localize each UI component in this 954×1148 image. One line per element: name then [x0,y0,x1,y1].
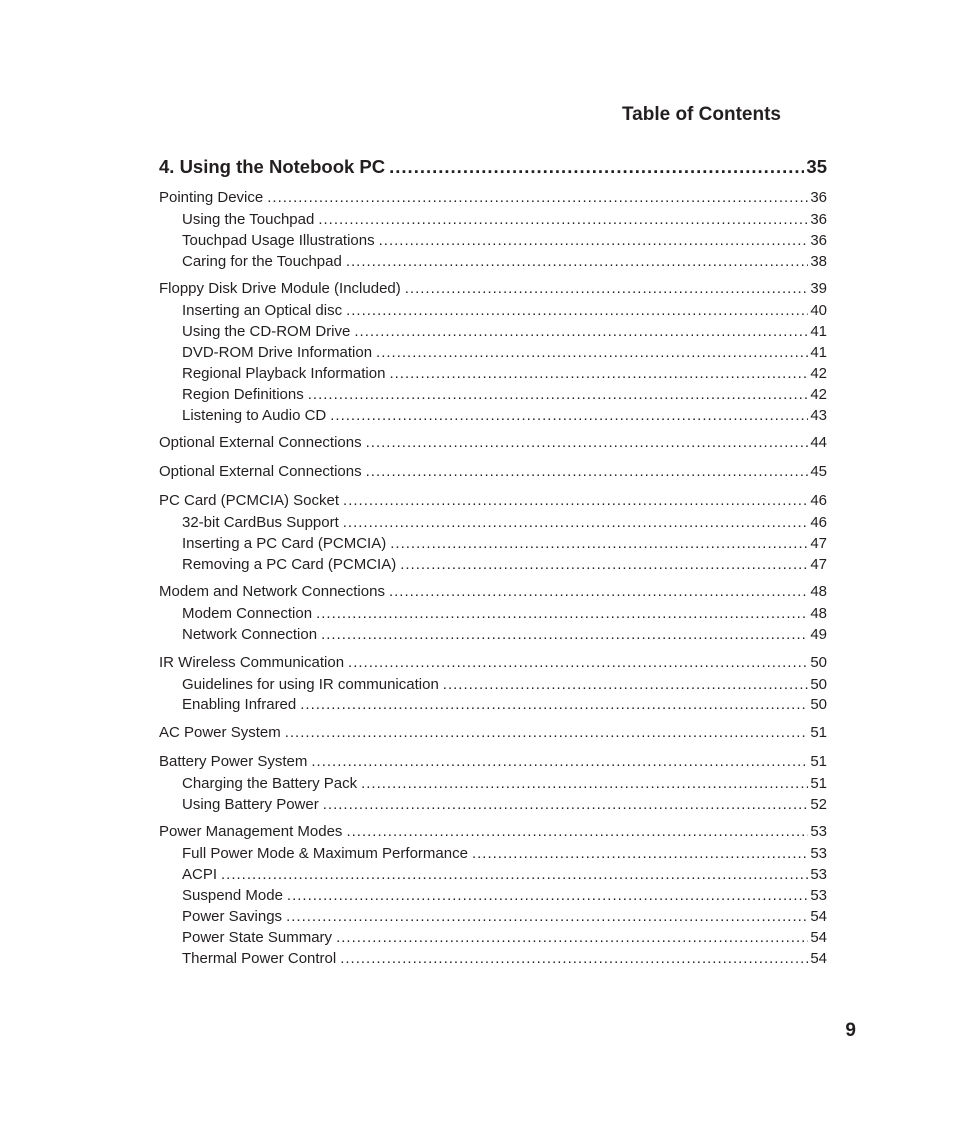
dot-leader [336,929,808,947]
dot-leader [346,302,808,320]
dot-leader [343,514,809,532]
toc-entry-label: Region Definitions [182,386,304,403]
toc-chapter-entry[interactable] [159,156,827,178]
toc-entry-page: 42 [810,386,827,403]
toc-subentry[interactable] [182,696,827,714]
toc-entry-page: 36 [810,211,827,228]
toc-entry-label: Inserting a PC Card (PCMCIA) [182,535,387,552]
toc-entry-page: 42 [810,365,827,382]
dot-leader [346,253,808,271]
dot-leader [286,908,808,926]
dot-leader [311,753,808,771]
toc-entry-label: Power Management Modes [159,823,343,840]
toc-entry-label: Modem Connection [182,605,313,622]
dot-leader [390,535,808,553]
toc-entry-page: 40 [810,302,827,319]
toc-subentry[interactable] [182,535,827,553]
dot-leader [300,696,808,714]
dot-leader [287,887,808,905]
toc-entry[interactable] [159,654,827,672]
toc-subentry[interactable] [182,232,827,250]
toc-subentry[interactable] [182,605,827,623]
toc-entry-page: 36 [810,189,827,206]
toc-subentry[interactable] [182,908,827,926]
toc-entry-page: 50 [810,696,827,713]
toc-entry[interactable] [159,280,827,298]
toc-entry-page: 53 [810,845,827,862]
toc-entry[interactable] [159,823,827,841]
toc-entry-label: Using the CD-ROM Drive [182,323,351,340]
dot-leader [221,866,808,884]
toc-entry-label: AC Power System [159,724,281,741]
toc-entry-label: Optional External Connections [159,463,362,480]
toc-entry-label: DVD-ROM Drive Information [182,344,373,361]
toc-entry-label: Power Savings [182,908,283,925]
toc-subentry[interactable] [182,365,827,383]
dot-leader [366,463,809,481]
toc-subentry[interactable] [182,344,827,362]
toc-entry-page: 39 [810,280,827,297]
toc-entry-label: Regional Playback Information [182,365,386,382]
toc-entry-label: Battery Power System [159,753,308,770]
toc-subentry[interactable] [182,950,827,968]
toc-entry-label: Pointing Device [159,189,264,206]
dot-leader [472,845,808,863]
toc-subentry[interactable] [182,796,827,814]
toc-entry-page: 41 [810,344,827,361]
toc-entry-label: 4. Using the Notebook PC [159,156,386,177]
toc-entry-label: Caring for the Touchpad [182,253,342,270]
toc-subentry[interactable] [182,626,827,644]
dot-leader [379,232,809,250]
toc-entry-page: 43 [810,407,827,424]
toc-entry[interactable] [159,463,827,481]
toc-entry-label: Using the Touchpad [182,211,315,228]
toc-entry-label: Floppy Disk Drive Module (Included) [159,280,401,297]
toc-entry-label: Full Power Mode & Maximum Performance [182,845,468,862]
toc-entry-page: 51 [810,724,827,741]
toc-entry-page: 35 [806,156,827,177]
toc-entry-page: 41 [810,323,827,340]
toc-entry-page: 51 [810,775,827,792]
toc-entry-label: Using Battery Power [182,796,319,813]
dot-leader [318,211,808,229]
toc-entry-page: 45 [810,463,827,480]
dot-leader [354,323,808,341]
page-title: Table of Contents [621,104,781,125]
toc-entry-label: Removing a PC Card (PCMCIA) [182,556,397,573]
toc-subentry[interactable] [182,845,827,863]
dot-leader [316,605,808,623]
toc-entry-page: 36 [810,232,827,249]
toc-entry-page: 53 [810,866,827,883]
toc-entry-label: Inserting an Optical disc [182,302,343,319]
toc-entry-page: 49 [810,626,827,643]
dot-leader [400,556,808,574]
toc-entry-page: 54 [810,908,827,925]
toc-entry-label: Touchpad Usage Illustrations [182,232,375,249]
dot-leader [330,407,808,425]
toc-subentry[interactable] [182,866,827,884]
dot-leader [340,950,808,968]
toc-subentry[interactable] [182,323,827,341]
toc-entry-page: 50 [810,654,827,671]
dot-leader [343,492,808,510]
toc-entry-label: Suspend Mode [182,887,283,904]
toc-entry-label: Charging the Battery Pack [182,775,358,792]
toc-entry-page: 47 [810,556,827,573]
toc-entry-label: ACPI [182,866,218,883]
toc-entry-label: Listening to Audio CD [182,407,327,424]
toc-subentry[interactable] [182,514,827,532]
toc-entry-page: 46 [810,514,827,531]
dot-leader [267,189,808,207]
toc-subentry[interactable] [182,407,827,425]
toc-entry-label: Guidelines for using IR communication [182,676,439,693]
toc-entry[interactable] [159,753,827,771]
toc-entry-page: 47 [810,535,827,552]
toc-entry-page: 38 [810,253,827,270]
toc-entry-label: Network Connection [182,626,318,643]
toc-subentry[interactable] [182,386,827,404]
dot-leader [389,156,804,178]
dot-leader [346,823,808,841]
toc-subentry[interactable] [182,676,827,694]
dot-leader [285,724,809,742]
toc-subentry[interactable] [182,929,827,947]
toc-entry-label: Optional External Connections [159,434,362,451]
toc-entry-page: 46 [810,492,827,509]
toc-entry-label: Thermal Power Control [182,950,337,967]
toc-entry-page: 54 [810,929,827,946]
dot-leader [323,796,809,814]
dot-leader [405,280,809,298]
toc-subentry[interactable] [182,302,827,320]
dot-leader [366,434,809,452]
toc-entry-page: 50 [810,676,827,693]
toc-subentry[interactable] [182,556,827,574]
toc-entry[interactable] [159,583,827,601]
toc-entry-page: 44 [810,434,827,451]
toc-entry-page: 53 [810,887,827,904]
page-number: 9 [845,1020,856,1041]
dot-leader [443,676,809,694]
toc-entry[interactable] [159,189,827,207]
toc-entry-label: Power State Summary [182,929,333,946]
dot-leader [361,775,808,793]
toc-subentry[interactable] [182,253,827,271]
dot-leader [321,626,808,644]
toc-entry-page: 48 [810,605,827,622]
toc-entry-page: 52 [810,796,827,813]
toc-entry-page: 54 [810,950,827,967]
toc-entry-label: Enabling Infrared [182,696,297,713]
dot-leader [376,344,808,362]
toc-entry[interactable] [159,724,827,742]
dot-leader [308,386,809,404]
dot-leader [348,654,808,672]
toc-entry-label: PC Card (PCMCIA) Socket [159,492,340,509]
toc-entry-page: 53 [810,823,827,840]
toc-subentry[interactable] [182,211,827,229]
toc-subentry[interactable] [182,775,827,793]
toc-entry[interactable] [159,434,827,452]
toc-entry[interactable] [159,492,827,510]
toc-entry-page: 48 [810,583,827,600]
dot-leader [389,365,808,383]
dot-leader [389,583,808,601]
toc-entry-page: 51 [810,753,827,770]
toc-entry-label: IR Wireless Communication [159,654,345,671]
toc-entry-label: Modem and Network Connections [159,583,385,600]
toc-subentry[interactable] [182,887,827,905]
toc-entry-label: 32-bit CardBus Support [182,514,339,531]
